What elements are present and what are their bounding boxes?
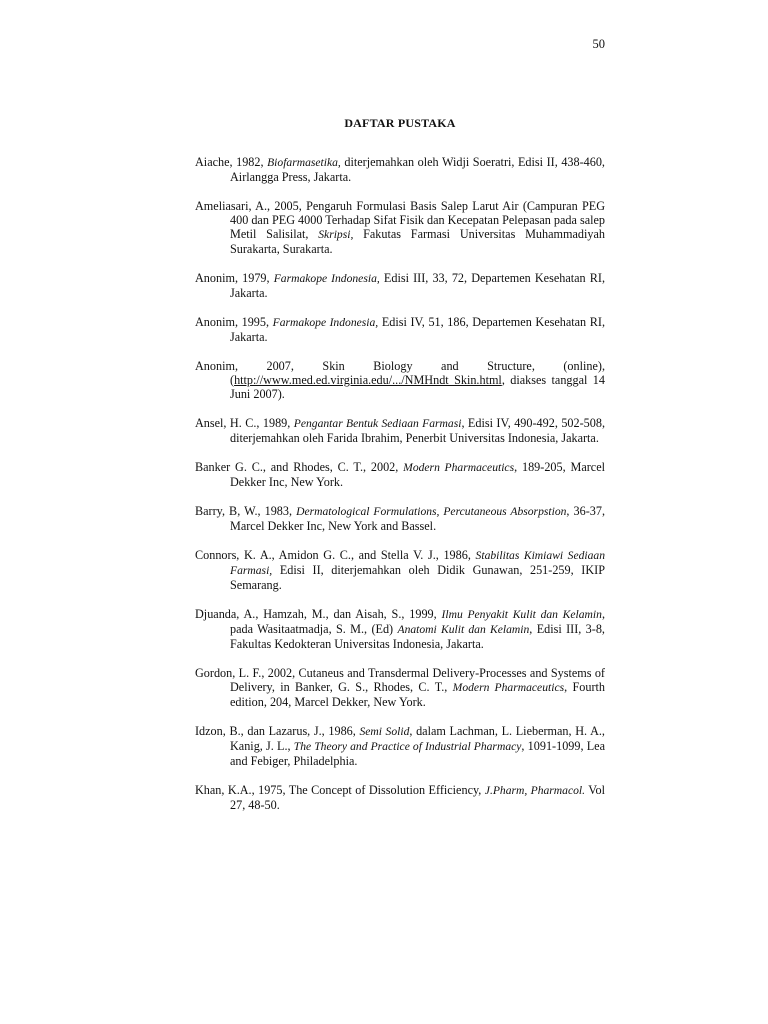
ref-text: , 1091-1099, Lea and Febiger, Philadelphia. xyxy=(230,739,605,768)
ref-text: , pada Wasitaatmadja, S. M., (Ed) xyxy=(230,607,605,636)
ref-text: , diakses tanggal 14 Juni 2007). xyxy=(230,373,605,401)
ref-text: , dalam Lachman, L. Lieberman, H. A., Kanig, J. L., xyxy=(230,724,605,753)
ref-text: Khan, K.A., 1975, The Concept of Dissolution Efficiency, xyxy=(195,783,485,797)
ref-text: Ameliasari, A., 2005, Pengaruh Formulasi Basis Salep Larut Air (Campuran PEG 400 dan PEG 4000 Terhadap Sifat Fisik dan Kecepatan Pelepasan pada salep Metil Salisilat, xyxy=(195,199,605,241)
ref-text: Barry, B, W., 1983, xyxy=(195,504,297,518)
page-number: 50 xyxy=(592,37,605,51)
ref-title: Semi Solid xyxy=(359,725,410,738)
ref-title: Stabilitas Kimiawi Sediaan Farmasi, xyxy=(230,549,605,577)
ref-title: Pengantar Bentuk Sediaan Farmasi xyxy=(293,417,462,430)
ref-text: , Edisi III, 3-8, Fakultas Kedokteran Universitas Indonesia, Jakarta. xyxy=(230,622,605,651)
ref-title: Modern Pharmaceutics xyxy=(403,461,515,474)
ref-title: Dermatological Formulations, Percutaneous Absorpstion xyxy=(296,505,567,518)
reference-djuanda-1999 xyxy=(195,607,605,651)
ref-text: , 189-205, Marcel Dekker Inc, New York. xyxy=(230,460,605,489)
ref-text: Djuanda, A., Hamzah, M., dan Aisah, S., 1999, xyxy=(195,607,442,621)
ref-text: Anonim, 2007, Skin Biology and Structure, (online), ( xyxy=(195,359,605,387)
ref-text: Fakutas Farmasi Universitas Muhammadiyah Surakarta, Surakarta. xyxy=(230,227,605,256)
reference-list xyxy=(195,155,605,827)
reference-ansel-1989 xyxy=(195,416,605,445)
reference-banker-2002 xyxy=(195,460,605,489)
ref-text: Idzon, B., dan Lazarus, J., 1986, xyxy=(195,724,360,738)
reference-anonim-1995 xyxy=(195,315,605,344)
ref-text: Edisi II, diterjemahkan oleh Didik Gunawan, 251-259, IKIP Semarang. xyxy=(230,563,605,592)
ref-title: Ilmu Penyakit Kulit dan Kelamin xyxy=(441,608,602,621)
ref-title: Biofarmasetika, xyxy=(267,156,341,169)
ref-title: Farmakope Indonesia, xyxy=(273,272,380,285)
ref-text: Anonim, 1995, xyxy=(195,315,273,329)
ref-text: , 36-37, Marcel Dekker Inc, New York and Bassel. xyxy=(230,504,606,533)
reference-connors-1986 xyxy=(195,548,605,592)
reference-gordon-2002 xyxy=(195,666,605,709)
ref-title: Modern Pharmaceutics xyxy=(452,681,565,694)
ref-title: Anatomi Kulit dan Kelamin xyxy=(397,623,530,636)
ref-text: diterjemahkan oleh Widji Soeratri, Edisi II, 438-460, Airlangga Press, Jakarta. xyxy=(230,155,605,184)
reference-khan-1975 xyxy=(195,783,605,812)
reference-url-link[interactable]: http://www.med.ed.virginia.edu/.../NMHndt Skin.html xyxy=(234,373,502,387)
reference-aiache-1982 xyxy=(195,155,605,184)
ref-text: Aiache, 1982, xyxy=(195,155,268,169)
ref-title: Farmakope Indonesia, xyxy=(272,316,379,329)
reference-ameliasari-2005 xyxy=(195,199,605,256)
ref-text: Anonim, 1979, xyxy=(195,271,274,285)
reference-barry-1983 xyxy=(195,504,605,533)
reference-anonim-1979 xyxy=(195,271,605,300)
ref-text: Ansel, H. C., 1989, xyxy=(195,416,294,430)
ref-title: The Theory and Practice of Industrial Pharmacy xyxy=(293,740,522,753)
ref-text: , Fourth edition, 204, Marcel Dekker, New York. xyxy=(230,680,605,709)
ref-text: Connors, K. A., Amidon G. C., and Stella V. J., 1986, xyxy=(195,548,476,562)
ref-text: , Edisi IV, 490-492, 502-508, diterjemahkan oleh Farida Ibrahim, Penerbit Universitas Indonesia, Jakarta. xyxy=(230,416,605,445)
ref-text: Edisi III, 33, 72, Departemen Kesehatan RI, Jakarta. xyxy=(230,271,606,300)
ref-text: Vol 27, 48-50. xyxy=(230,783,605,812)
ref-title: Skripsi, xyxy=(318,228,354,241)
ref-text: Edisi IV, 51, 186, Departemen Kesehatan RI, Jakarta. xyxy=(230,315,606,344)
ref-text: Banker G. C., and Rhodes, C. T., 2002, xyxy=(195,460,404,474)
ref-text: Gordon, L. F., 2002, Cutaneus and Transdermal Delivery-Processes and Systems of Delivery, in Banker, G. S., Rhodes, C. T., xyxy=(195,666,605,694)
reference-anonim-2007 xyxy=(195,359,605,401)
reference-idzon-1986 xyxy=(195,724,605,768)
page-title: DAFTAR PUSTAKA xyxy=(344,116,456,130)
ref-title: J.Pharm, Pharmacol. xyxy=(484,784,586,797)
